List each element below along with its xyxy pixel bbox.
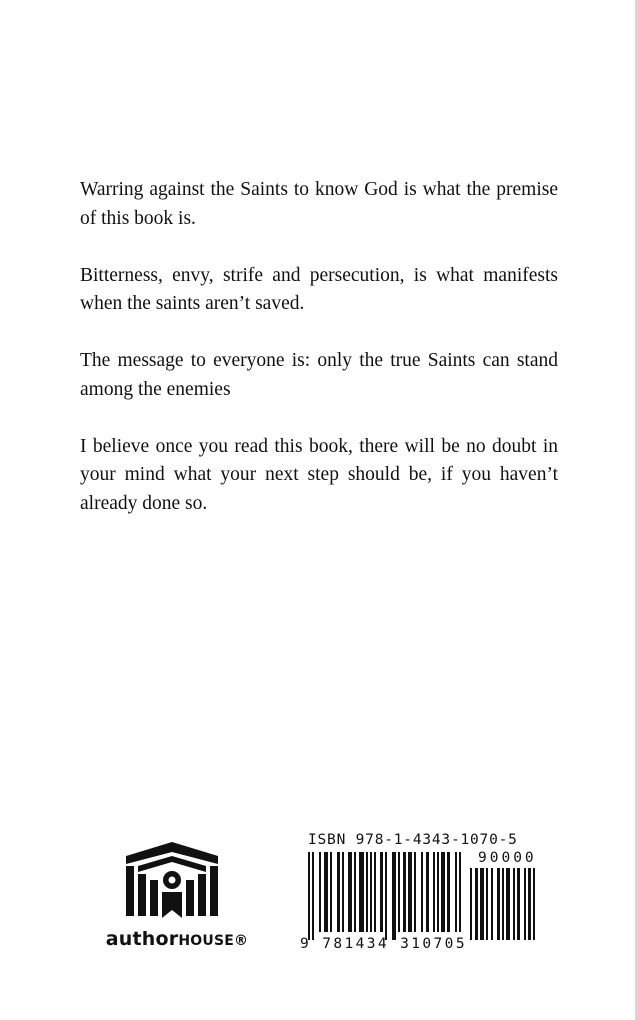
barcode-bar bbox=[433, 852, 435, 932]
registered-mark: ® bbox=[234, 933, 249, 949]
blurb-paragraph: I believe once you read this book, there will be no doubt in your mind what your next step should be, if you haven’t already done so. bbox=[80, 435, 558, 514]
barcode-bar bbox=[441, 852, 445, 932]
barcode-bar bbox=[374, 852, 376, 932]
authorhouse-logo bbox=[92, 840, 262, 960]
barcode-bar bbox=[342, 852, 344, 932]
publisher-wordmark bbox=[92, 928, 262, 950]
ean-bars bbox=[308, 852, 464, 940]
barcode-bar bbox=[475, 868, 478, 940]
barcode-bar bbox=[414, 852, 416, 932]
barcode-bar bbox=[385, 852, 387, 940]
barcode-bar bbox=[408, 852, 412, 932]
barcode-bar bbox=[447, 852, 450, 932]
publisher-name-upper: HOUSE bbox=[178, 933, 235, 949]
isbn-barcode bbox=[300, 832, 558, 960]
blurb-paragraph: Bitterness, envy, strife and persecution, is what manifests when the saints aren’t saved. bbox=[80, 264, 558, 314]
barcode-bar bbox=[480, 868, 484, 940]
barcode-bar bbox=[421, 852, 423, 932]
barcode-bar bbox=[319, 852, 321, 932]
barcode-bar bbox=[497, 868, 500, 940]
isbn-label: ISBN 978-1-4343-1070-5 bbox=[308, 832, 518, 848]
barcode-bar bbox=[337, 852, 340, 932]
barcode-bar bbox=[348, 852, 352, 932]
barcode-bar bbox=[517, 868, 520, 940]
barcode-bar bbox=[533, 868, 535, 940]
barcode-bar bbox=[455, 852, 457, 932]
barcode-bar bbox=[392, 852, 396, 940]
barcode-bar bbox=[426, 852, 429, 932]
barcode-bar bbox=[506, 868, 510, 940]
barcode-bar bbox=[359, 852, 364, 932]
barcode-bar bbox=[524, 868, 526, 940]
barcode-bar bbox=[370, 852, 372, 932]
barcode-bar bbox=[437, 852, 439, 932]
barcode-bar bbox=[380, 852, 383, 932]
back-cover-blurb bbox=[80, 176, 558, 547]
barcode-bar bbox=[528, 868, 531, 940]
authorhouse-logo-icon bbox=[122, 840, 222, 918]
barcode-digits: 9 781434 310705 bbox=[300, 936, 467, 952]
publisher-name-lower: author bbox=[105, 928, 179, 950]
barcode-bar bbox=[403, 852, 406, 932]
barcode-bar bbox=[324, 852, 328, 932]
barcode-bar bbox=[459, 852, 461, 932]
addon-bars bbox=[470, 868, 546, 940]
barcode-bar bbox=[354, 852, 356, 932]
barcode-bar bbox=[513, 868, 515, 940]
barcode-bar bbox=[366, 852, 368, 932]
barcode-bar bbox=[330, 852, 332, 932]
barcode-bar bbox=[398, 852, 400, 932]
barcode-bar bbox=[312, 852, 314, 940]
barcode-bar bbox=[486, 868, 488, 940]
blurb-paragraph: The message to everyone is: only the true Saints can stand among the enemies bbox=[80, 350, 558, 400]
price-code: 90000 bbox=[478, 850, 537, 866]
barcode-bar bbox=[491, 868, 493, 940]
barcode-bar bbox=[502, 868, 504, 940]
barcode-bar bbox=[308, 852, 310, 940]
barcode-bar bbox=[470, 868, 472, 940]
blurb-paragraph: Warring against the Saints to know God is what the premise of this book is. bbox=[80, 179, 558, 229]
